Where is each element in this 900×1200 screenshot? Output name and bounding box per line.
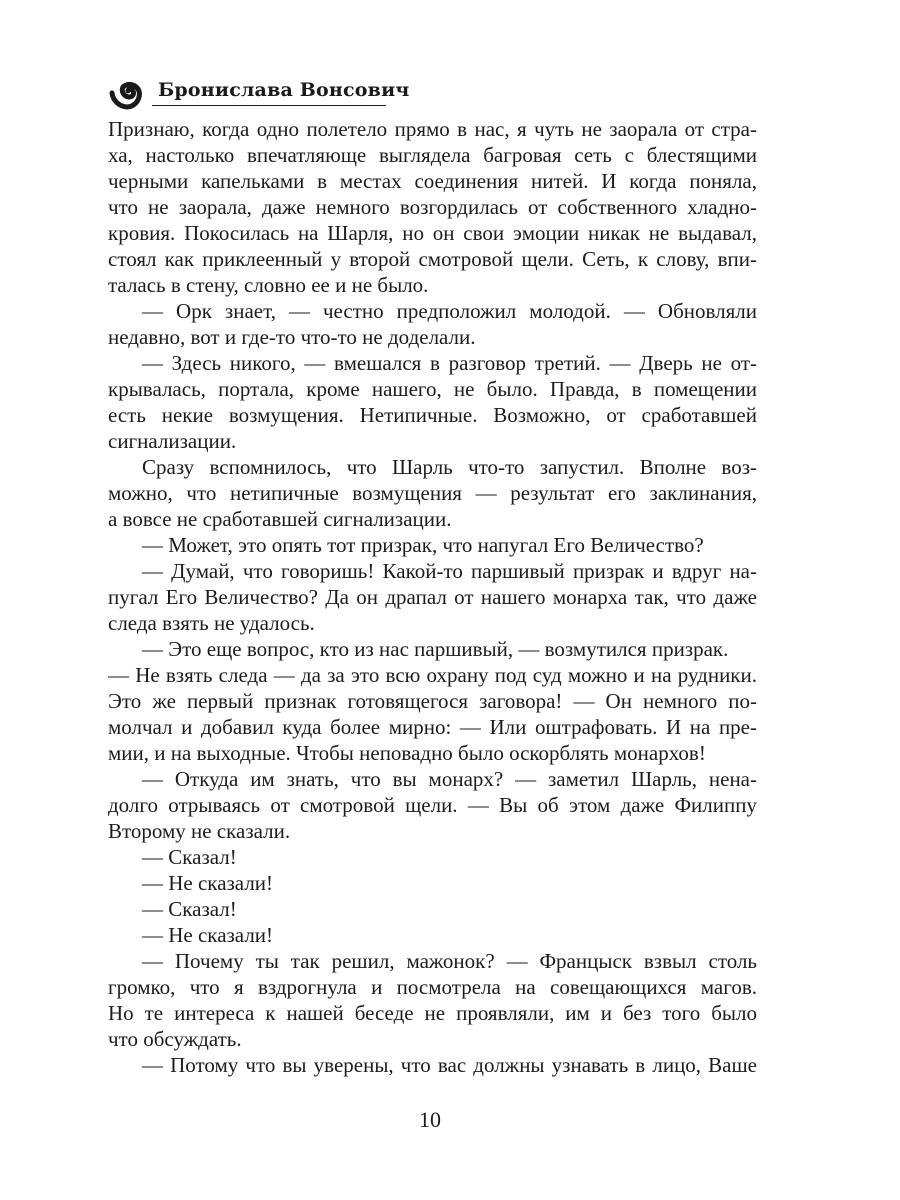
- text-line: — Откуда им знать, что вы монарх? — заметил Шарль, нена-: [142, 767, 757, 791]
- page-body-text: [108, 116, 757, 1078]
- text-line: — Не взять следа — да за это всю охрану под суд можно и на рудники.: [108, 663, 757, 687]
- text-line: Признаю, когда одно полетело прямо в нас, я чуть не заорала от стра-: [108, 117, 757, 141]
- text-line: Это же первый признак готовящегося заговора! — Он немного по-: [108, 689, 757, 713]
- text-line: — Не сказали!: [142, 871, 274, 895]
- text-line: сигнализации.: [108, 429, 237, 453]
- text-line: ха, настолько впечатляюще выглядела багровая сеть с блестящими: [108, 143, 757, 167]
- text-line: — Может, это опять тот призрак, что напугал Его Величество?: [142, 533, 704, 557]
- header-rule: [152, 105, 386, 106]
- text-line: талась в стену, словно ее и не было.: [108, 273, 429, 297]
- text-line: — Сказал!: [142, 897, 237, 921]
- text-line: Но те интереса к нашей беседе не проявляли, им и без того было: [108, 1001, 757, 1025]
- text-line: есть некие возмущения. Нетипичные. Возможно, от сработавшей: [108, 403, 757, 427]
- text-line: недавно, вот и где-то что-то не доделали.: [108, 325, 476, 349]
- running-header: [108, 70, 410, 110]
- paragraph: [108, 662, 757, 766]
- paragraph: [108, 948, 757, 1052]
- text-line: кровия. Покосилась на Шарля, но он свои эмоции никак не выдавал,: [108, 221, 757, 245]
- paragraph: [108, 298, 757, 350]
- paragraph: [108, 870, 757, 896]
- text-line: а вовсе не сработавшей сигнализации.: [108, 507, 452, 531]
- text-line: крывалась, портала, кроме нашего, не было. Правда, в помещении: [108, 377, 757, 401]
- text-line: следа взять не удалось.: [108, 611, 315, 635]
- text-line: Второму не сказали.: [108, 819, 291, 843]
- text-line: — Сказал!: [142, 845, 237, 869]
- spiral-ornament-icon: [108, 70, 148, 110]
- paragraph: [108, 350, 757, 454]
- paragraph: [108, 922, 757, 948]
- text-line: пугал Его Величество? Да он драпал от нашего монарха так, что даже: [108, 585, 757, 609]
- text-line: — Потому что вы уверены, что вас должны узнавать в лицо, Ваше: [142, 1053, 757, 1077]
- text-line: стоял как приклеенный у второй смотровой щели. Сеть, к слову, впи-: [108, 247, 757, 271]
- text-line: мии, и на выходные. Чтобы неповадно было оскорблять монархов!: [108, 741, 706, 765]
- text-line: — Думай, что говоришь! Какой-то паршивый призрак и вдруг на-: [142, 559, 757, 583]
- paragraph: [108, 636, 757, 662]
- text-line: — Орк знает, — честно предположил молодой. — Обновляли: [142, 299, 757, 323]
- text-line: — Почему ты так решил, мажонок? — Францыск взвыл столь: [142, 949, 757, 973]
- text-line: громко, что я вздрогнула и посмотрела на совещающихся магов.: [108, 975, 757, 999]
- text-line: — Здесь никого, — вмешался в разговор третий. — Дверь не от-: [142, 351, 757, 375]
- paragraph: [108, 532, 757, 558]
- paragraph: [108, 116, 757, 298]
- paragraph: [108, 1052, 757, 1078]
- paragraph: [108, 454, 757, 532]
- text-line: что обсуждать.: [108, 1027, 242, 1051]
- paragraph: [108, 896, 757, 922]
- text-line: молчал и добавил куда более мирно: — Или оштрафовать. И на пре-: [108, 715, 757, 739]
- text-line: — Не сказали!: [142, 923, 274, 947]
- paragraph: [108, 766, 757, 844]
- paragraph: [108, 844, 757, 870]
- text-line: черными капельками в местах соединения нитей. И когда поняла,: [108, 169, 757, 193]
- paragraph: [108, 558, 757, 636]
- text-line: можно, что нетипичные возмущения — результат его заклинания,: [108, 481, 757, 505]
- text-line: что не заорала, даже немного возгордилась от собственного хладно-: [108, 195, 757, 219]
- author-name: Бронислава Вонсович: [158, 79, 410, 101]
- text-line: долго отрываясь от смотровой щели. — Вы об этом даже Филиппу: [108, 793, 757, 817]
- page-number: 10: [419, 1107, 441, 1132]
- text-line: Сразу вспомнилось, что Шарль что-то запустил. Вполне воз-: [142, 455, 757, 479]
- text-line: — Это еще вопрос, кто из нас паршивый, — возмутился призрак.: [142, 637, 729, 661]
